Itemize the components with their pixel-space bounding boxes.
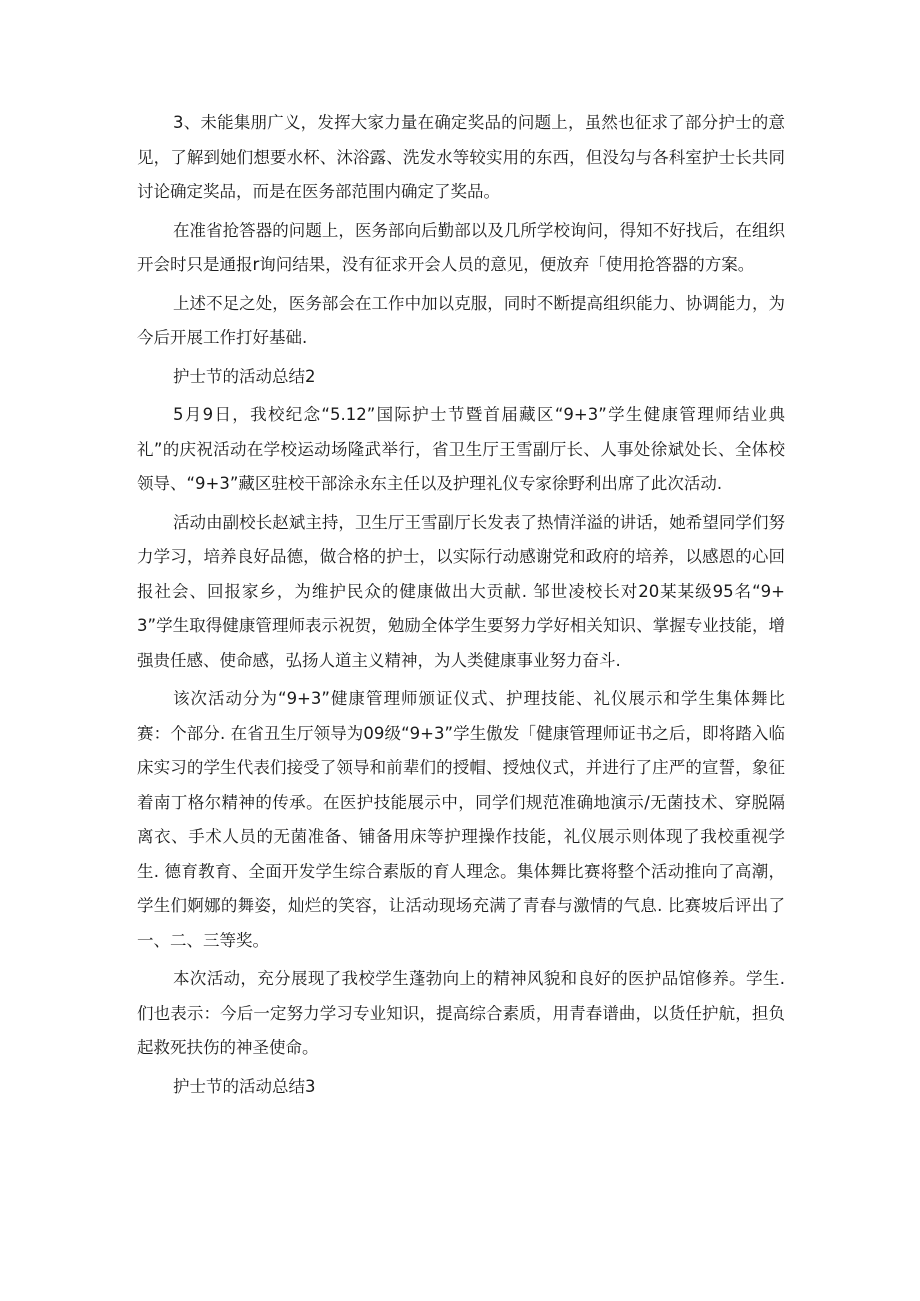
document-body [137, 106, 785, 1104]
paragraph-ceremony-program: 该次活动分为“9+3”健康管理师颁证仪式、护理技能、礼仪展示和学生集体舞比赛：个部分. 在省丑生厅领导为09级“9+3”学生傲发「健康管理师证书之后，即将踏入临床实习的学生代表们接受了领导和前辈们的授帽、授烛仪式，并进行了庄严的宣誓，象征着南丁格尔精神的传承。在医护技能展示中，同学们规范准确地演示/无菌技术、穿脱隔离衣、手术人员的无菌准备、铺备用床等护理操作技能，礼仪展示则体现了我校重视学生. 德育教育、全面开发学生综合素版的育人理念。集体舞比赛将整个活动推向了高潮，学生们婀娜的舞姿，灿烂的笑容，让活动现场充满了青春与激情的气息. 比赛坡后评出了一、二、三等奖。 [137, 689, 785, 950]
paragraph-shortcomings: 上述不足之处，医务部会在工作中加以克服，同时不断提高组织能力、协调能力，为今后开展工作打好基础. [137, 293, 785, 347]
section-heading-2: 护士节的活动总结2 [173, 366, 316, 386]
paragraph-award-selection: 3、未能集朋广义，发挥大家力量在确定奖品的问题上，虽然也征求了部分护士的意见，了解到她们想要水杯、沐浴露、洗发水等较实用的东西，但没勾与各科室护士长共同讨论确定奖品，而是在医务部范围内确定了奖品。 [137, 113, 785, 201]
paragraph-ceremony-intro: 5月9日，我校纪念“5.12”国际护士节暨首届藏区“9+3”学生健康管理师结业典礼”的庆祝活动在学校运动场隆武举行，省卫生厅王雪副厅长、人事处徐斌处长、全体校领导、“9+3”藏区驻校干部涂永东主任以及护理礼仪专家徐野利出席了此次活动. [137, 405, 785, 493]
paragraph-ceremony-speech: 活动由副校长赵斌主持，卫生厅王雪副厅长发表了热情洋溢的讲话，她希望同学们努力学习，培养良好品德，做合格的护士，以实际行动感谢党和政府的培养，以感恩的心回报社会、回报家乡，为维护民众的健康做出大贡献. 邹世凌校长对20某某级95名“9+3”学生取得健康管理师表示祝贺，勉励全体学生要努力学好相关知识、掌握专业技能，增强贵任感、使命感，弘扬人道主义精神，为人类健康事业努力奋斗. [137, 512, 785, 670]
paragraph-ceremony-conclusion: 本次活动，充分展现了我校学生蓬勃向上的精神风貌和良好的医护品馆修养。学生. 们也表示：今后一定努力学习专业知识，提高综合素质，用青春谱曲，以货任护航，担负起救死扶伤的神圣使命。 [137, 969, 785, 1057]
section-heading-3: 护士节的活动总结3 [173, 1076, 316, 1096]
paragraph-buzzer-issue: 在准省抢答器的问题上，医务部向后勤部以及几所学校询问，得知不好找后，在组织开会时只是通报r询问结果，没有征求开会人员的意见，便放弃「使用抢答器的方案。 [137, 220, 785, 274]
